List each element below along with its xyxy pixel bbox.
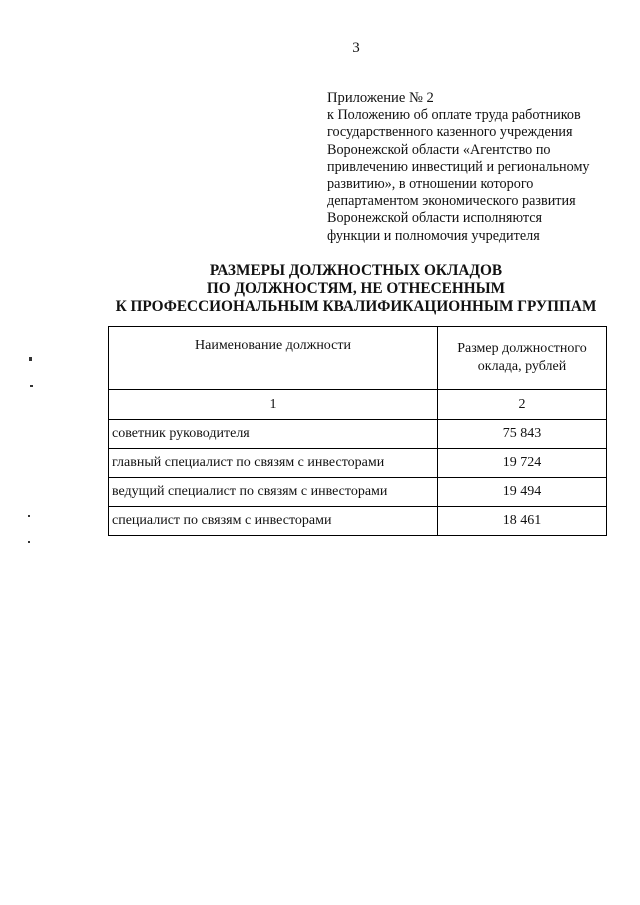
appendix-line: привлечению инвестиций и региональному <box>327 158 590 175</box>
scan-mark <box>29 357 32 361</box>
header-salary-size <box>438 327 607 390</box>
header-salary-line: Размер должностного <box>457 341 587 356</box>
title-line: ПО ДОЛЖНОСТЯМ, НЕ ОТНЕСЕННЫМ <box>206 280 506 297</box>
table-header-row <box>109 327 607 390</box>
table-row <box>109 449 607 478</box>
appendix-line: функции и полномочия учредителя <box>327 227 540 244</box>
appendix-line: государственного казенного учреждения <box>327 124 573 141</box>
position-salary: 19 724 <box>438 449 607 478</box>
column-number-row <box>109 390 607 420</box>
position-name: ведущий специалист по связям с инвесторами <box>109 478 438 507</box>
appendix-title: Приложение № 2 <box>327 90 434 106</box>
header-salary-line: оклада, рублей <box>477 359 567 374</box>
scan-mark <box>28 515 30 517</box>
column-number: 2 <box>438 390 607 420</box>
column-number: 1 <box>109 390 438 420</box>
scan-mark <box>30 385 33 387</box>
table-row <box>109 478 607 507</box>
position-name: главный специалист по связям с инвесторами <box>109 449 438 478</box>
position-salary: 75 843 <box>438 420 607 449</box>
position-name: советник руководителя <box>109 420 438 449</box>
appendix-block <box>327 90 627 245</box>
table-row <box>109 507 607 536</box>
scan-mark <box>28 541 30 543</box>
appendix-line: развитию», в отношении которого <box>327 176 534 193</box>
table-row <box>109 420 607 449</box>
page-number: 3 <box>352 40 360 56</box>
position-salary: 18 461 <box>438 507 607 536</box>
position-salary: 19 494 <box>438 478 607 507</box>
header-position-name: Наименование должности <box>109 327 438 390</box>
appendix-line: департаментом экономического развития <box>327 193 576 210</box>
appendix-line: к Положению об оплате труда работников <box>327 107 581 124</box>
position-name: специалист по связям с инвесторами <box>109 507 438 536</box>
title-line: РАЗМЕРЫ ДОЛЖНОСТНЫХ ОКЛАДОВ <box>209 262 503 279</box>
appendix-line: Воронежской области «Агентство по <box>327 141 551 158</box>
document-title <box>0 262 640 316</box>
appendix-line: Воронежской области исполняются <box>327 210 543 227</box>
title-line: К ПРОФЕССИОНАЛЬНЫМ КВАЛИФИКАЦИОННЫМ ГРУППАМ <box>115 298 597 315</box>
salary-table <box>108 326 607 536</box>
